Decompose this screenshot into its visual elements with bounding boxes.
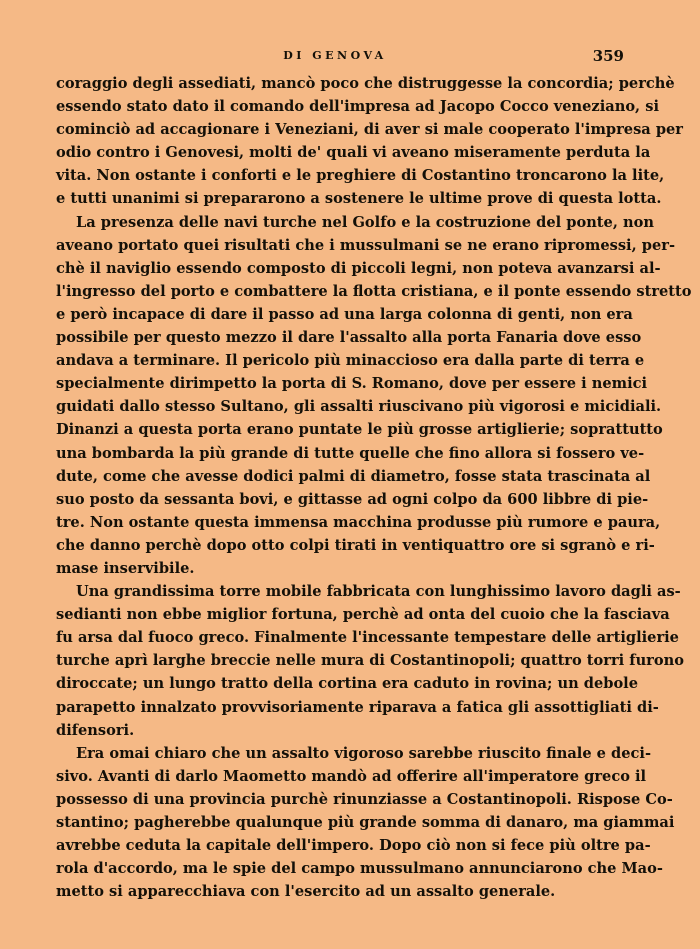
running-title: DI GENOVA <box>283 49 387 62</box>
text-line: vita. Non ostante i conforti e le preghiere di Costantino troncarono la lite, <box>56 167 665 185</box>
text-line: una bombarda la più grande di tutte quelle che fino allora si fossero ve- <box>56 444 645 462</box>
text-line: essendo stato dato il comando dell'impresa ad Jacopo Cocco veneziano, si <box>56 98 659 116</box>
text-line: Era omai chiaro che un assalto vigoroso sarebbe riuscito finale e deci- <box>76 744 652 762</box>
text-line: tre. Non ostante questa immensa macchina produsse più rumore e paura, <box>56 513 661 531</box>
text-line: possesso di una provincia purchè rinunziasse a Costantinopoli. Rispose Co- <box>56 790 673 808</box>
text-line: La presenza delle navi turche nel Golfo e la costruzione del ponte, non <box>76 213 654 231</box>
text-line: cominciò ad accagionare i Veneziani, di aver si male cooperato l'impresa per <box>56 121 683 139</box>
paragraph <box>56 580 684 742</box>
text-line: l'ingresso del porto e combattere la flotta cristiana, e il ponte essendo stretto <box>56 282 692 300</box>
paragraph <box>56 211 692 581</box>
text-line: mase inservibile. <box>56 559 195 577</box>
text-line: sivo. Avanti di darlo Maometto mandò ad offerire all'imperatore greco il <box>56 767 647 785</box>
text-line: sedianti non ebbe miglior fortuna, perchè ad onta del cuoio che la fasciava <box>56 606 670 624</box>
text-line: che danno perchè dopo otto colpi tirati in ventiquattro ore si sgranò e ri- <box>56 536 655 554</box>
text-line: stantino; pagherebbe qualunque più grande somma di danaro, ma giammai <box>56 814 675 831</box>
text-line: fu arsa dal fuoco greco. Finalmente l'incessante tempestare delle artiglierie <box>56 629 679 647</box>
text-line: parapetto innalzato provvisoriamente riparava a fatica gli assottigliati di- <box>56 698 659 716</box>
paragraph <box>56 72 683 211</box>
text-line: diroccate; un lungo tratto della cortina era caduto in rovina; un debole <box>56 675 639 693</box>
text-line: e però incapace di dare il passo ad una larga colonna di genti, non era <box>56 305 633 323</box>
paragraph <box>56 742 675 904</box>
text-line: rola d'accordo, ma le spie del campo mussulmano annunciarono che Mao- <box>56 860 663 878</box>
running-head <box>56 47 624 67</box>
page-number: 359 <box>592 47 624 65</box>
text-line: aveano portato quei risultati che i mussulmani se ne erano ripromessi, per- <box>56 236 676 254</box>
text-line: avrebbe ceduta la capitale dell'impero. Dopo ciò non si fece più oltre pa- <box>56 837 651 855</box>
text-line: Una grandissima torre mobile fabbricata con lunghissimo lavoro dagli as- <box>76 583 681 601</box>
text-line: difensori. <box>56 721 135 739</box>
text-line: odio contro i Genovesi, molti de' quali vi aveano miseramente perduta la <box>56 144 651 162</box>
text-line: guidati dallo stesso Sultano, gli assalti riuscivano più vigorosi e micidiali. <box>56 398 662 416</box>
text-line: metto si apparecchiava con l'esercito ad un assalto generale. <box>56 883 556 901</box>
text-line: coraggio degli assediati, mancò poco che distruggesse la concordia; perchè <box>56 75 675 92</box>
text-line: e tutti unanimi si prepararono a sostenere le ultime prove di questa lotta. <box>56 190 662 208</box>
body-text <box>56 72 692 903</box>
text-line: andava a terminare. Il pericolo più minaccioso era dalla parte di terra e <box>56 352 645 370</box>
text-line: specialmente dirimpetto la porta di S. Romano, dove per essere i nemici <box>56 375 648 393</box>
text-line: dute, come che avesse dodici palmi di diametro, fosse stata trascinata al <box>56 467 651 485</box>
text-line: chè il naviglio essendo composto di piccoli legni, non poteva avanzarsi al- <box>56 259 661 277</box>
text-line: turche aprì larghe breccie nelle mura di Costantinopoli; quattro torri furono <box>56 652 684 670</box>
text-line: Dinanzi a questa porta erano puntate le più grosse artiglierie; soprattutto <box>56 421 663 439</box>
text-line: suo posto da sessanta bovi, e gittasse ad ogni colpo da 600 libbre di pie- <box>56 490 649 508</box>
text-line: possibile per questo mezzo il dare l'assalto alla porta Fanaria dove esso <box>56 329 642 347</box>
